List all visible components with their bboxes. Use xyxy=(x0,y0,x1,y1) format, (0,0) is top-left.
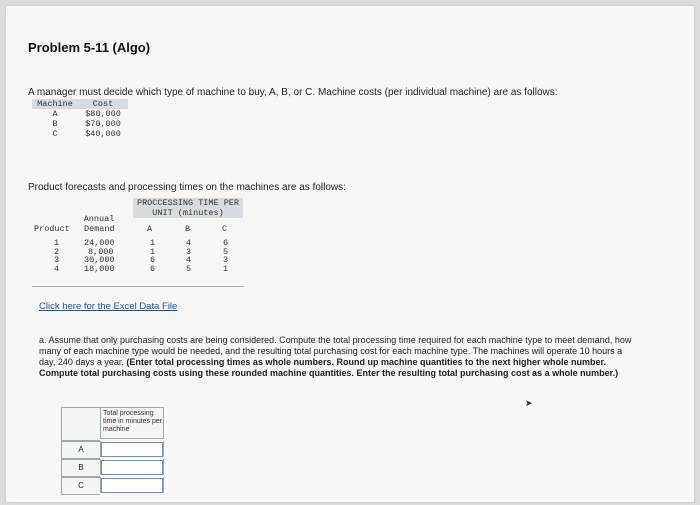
table-row xyxy=(32,129,128,139)
table-row xyxy=(61,441,164,459)
cost-table-header xyxy=(32,99,128,109)
answer-cell xyxy=(100,459,164,475)
intro-text: A manager must decide which type of machine to buy, A, B, or C. Machine costs (per individual machine) are as follows: xyxy=(28,87,558,98)
mouse-cursor-icon: ➤ xyxy=(525,398,533,408)
table-row xyxy=(32,255,244,264)
question-a-instructions: (Enter total processing times as whole numbers. Round up machine quantities to the next higher whole number. Compute total purchasing costs using these rounded machine quantities. Enter the resulting total purchasing cost as a whole number.) xyxy=(39,357,619,378)
demand-cell: 18,000 xyxy=(84,263,115,274)
time-a-cell: 6 xyxy=(150,255,156,265)
product-table-body xyxy=(32,238,244,272)
time-a-cell: 6 xyxy=(150,263,156,274)
processing-time-b-input[interactable] xyxy=(101,460,163,475)
machine-row-label: C xyxy=(61,477,100,495)
table-row xyxy=(32,109,128,119)
time-b-cell: 3 xyxy=(186,246,192,257)
table-bottom-rule xyxy=(32,286,244,287)
product-cell: 1 xyxy=(54,238,60,248)
processing-time-a-input[interactable] xyxy=(101,442,163,457)
time-b-cell: 4 xyxy=(186,255,192,265)
excel-data-file-link[interactable]: Click here for the Excel Data File xyxy=(39,301,178,312)
machine-a-column-header: A xyxy=(147,224,153,234)
forecast-intro-text: Product forecasts and processing times on the machines are as follows: xyxy=(28,182,346,193)
group-header-line-1: PROCCESSING TIME PER xyxy=(136,198,240,208)
product-cell: 4 xyxy=(54,263,60,274)
answer-cell xyxy=(100,441,164,457)
time-c-cell: 3 xyxy=(223,255,229,265)
demand-cell: 24,000 xyxy=(84,238,115,248)
processing-time-c-input[interactable] xyxy=(101,478,163,493)
question-page xyxy=(6,6,694,502)
product-cell: 3 xyxy=(54,255,60,265)
cost-column-header: Cost xyxy=(92,99,114,109)
time-a-cell: 1 xyxy=(150,238,156,248)
answer-table-header-row xyxy=(61,407,164,441)
time-c-cell: 1 xyxy=(223,263,229,274)
cost-cell: $70,000 xyxy=(85,119,121,129)
total-processing-time-header: Total processing time in minutes per machine xyxy=(100,407,164,439)
machine-c-column-header: C xyxy=(222,224,228,234)
cost-cell: $40,000 xyxy=(85,129,121,139)
answer-table-corner xyxy=(61,407,100,441)
question-a-text xyxy=(39,335,639,379)
demand-cell: 8,000 xyxy=(88,246,114,257)
table-row xyxy=(32,247,244,256)
time-b-cell: 4 xyxy=(186,238,192,248)
product-column-header: Product xyxy=(34,224,70,234)
processing-time-group-header xyxy=(133,198,243,218)
table-row xyxy=(32,264,244,273)
table-row xyxy=(61,459,164,477)
machine-row-label: A xyxy=(61,441,100,459)
machine-cell: C xyxy=(52,129,58,139)
machine-column-header: Machine xyxy=(37,99,73,109)
table-row xyxy=(61,477,164,495)
answer-table xyxy=(61,407,164,495)
machine-cost-table xyxy=(32,99,128,139)
annual-label: Annual xyxy=(83,214,115,224)
answer-cell xyxy=(100,477,164,493)
time-c-cell: 6 xyxy=(223,238,229,248)
time-b-cell: 5 xyxy=(186,263,192,274)
table-row xyxy=(32,119,128,129)
machine-cell: B xyxy=(52,119,58,129)
product-cell: 2 xyxy=(54,246,60,257)
time-a-cell: 1 xyxy=(150,246,156,257)
machine-cell: A xyxy=(52,109,58,119)
question-a-plain: a. Assume that only purchasing costs are being considered. Compute the total processing time required for each machine type to meet demand, how many of each machine type would be needed, and the resulting total purchasing cost for each machine type. The machines will operate 10 hours a day, 240 days a year. xyxy=(39,335,632,367)
machine-b-column-header: B xyxy=(185,224,191,234)
problem-title: Problem 5-11 (Algo) xyxy=(28,40,151,55)
group-header-line-2: UNIT (minutes) xyxy=(152,208,224,218)
time-c-cell: 5 xyxy=(223,246,229,257)
machine-row-label: B xyxy=(61,459,100,477)
table-row xyxy=(32,238,244,247)
cost-cell: $80,000 xyxy=(85,109,121,119)
demand-cell: 30,000 xyxy=(84,255,115,265)
demand-column-header: Demand xyxy=(84,224,115,234)
